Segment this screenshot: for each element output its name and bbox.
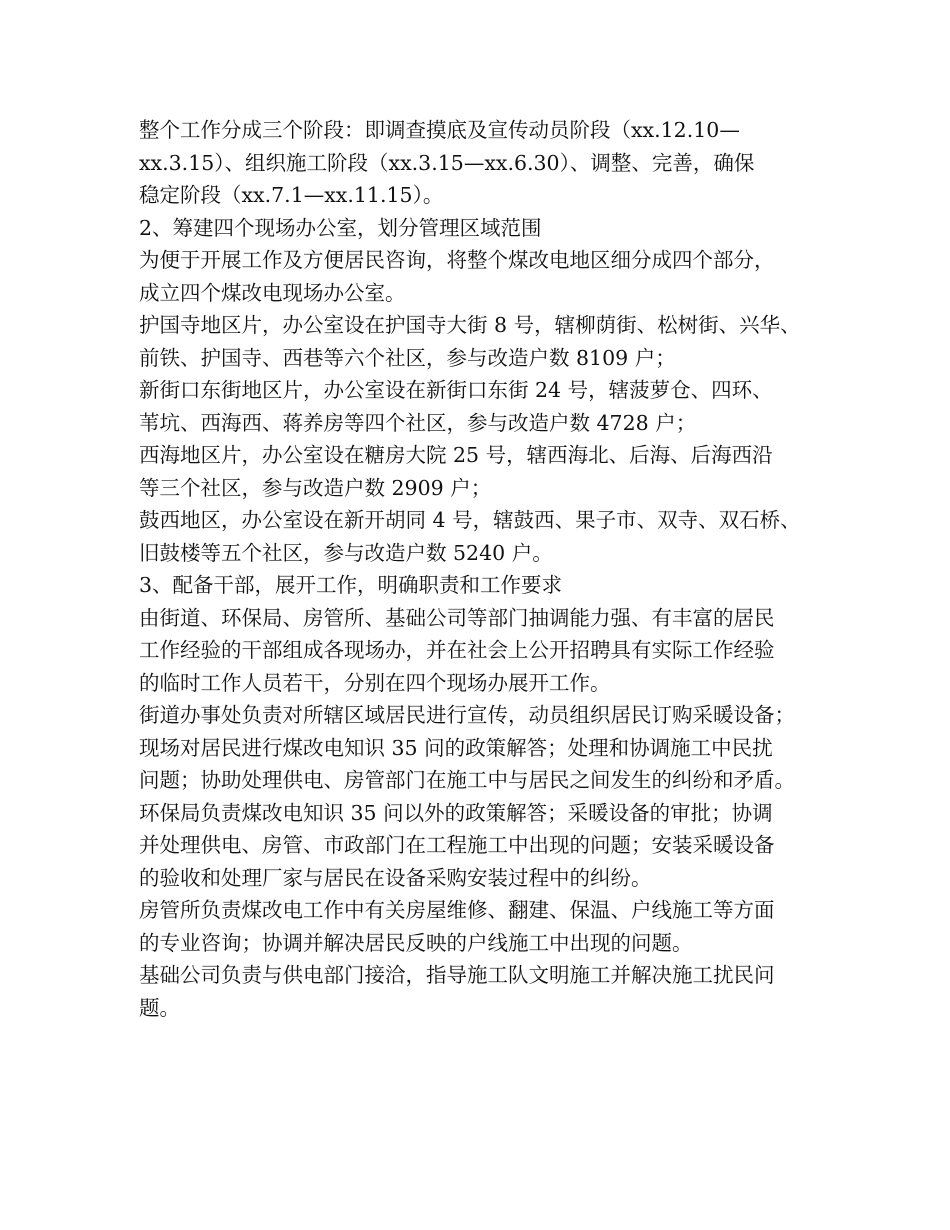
text-line: 由街道、环保局、房管所、基础公司等部门抽调能力强、有丰富的居民: [139, 605, 775, 630]
text-line: 护国寺地区片，办公室设在护国寺大街 8 号，辖柳荫街、松树街、兴华、: [139, 313, 801, 337]
text-line: 前铁、护国寺、西巷等六个社区，参与改造户数 8109 户；: [139, 345, 676, 370]
text-line: 苇坑、西海西、蒋养房等四个社区，参与改造户数 4728 户；: [139, 410, 697, 435]
text-line: 的临时工作人员若干，分别在四个现场办展开工作。: [139, 670, 611, 695]
text-line: 等三个社区，参与改造户数 2909 户；: [139, 475, 492, 500]
text-line: 西海地区片，办公室设在糖房大院 25 号，辖西海北、后海、后海西沿: [139, 443, 773, 467]
text-line: 的专业咨询；协调并解决居民反映的户线施工中出现的问题。: [139, 930, 693, 955]
text-line: 现场对居民进行煤改电知识 35 问的政策解答；处理和协调施工中民扰: [139, 735, 773, 760]
text-line: 题。: [139, 995, 180, 1020]
text-line: 问题；协助处理供电、房管部门在施工中与居民之间发生的纠纷和矛盾。: [139, 768, 795, 792]
text-line: 的验收和处理厂家与居民在设备采购安装过程中的纠纷。: [139, 865, 652, 890]
text-line: xx.3.15）、组织施工阶段（xx.3.15—xx.6.30）、调整、完善，确保: [139, 150, 755, 175]
document-body: [139, 114, 829, 1024]
text-line: 为便于开展工作及方便居民咨询，将整个煤改电地区细分成四个部分，: [139, 248, 775, 272]
text-line: 稳定阶段（xx.7.1—xx.11.15）。: [139, 183, 444, 207]
text-line: 旧鼓楼等五个社区，参与改造户数 5240 户。: [139, 540, 553, 565]
text-line: 成立四个煤改电现场办公室。: [139, 280, 406, 305]
text-line: 工作经验的干部组成各现场办，并在社会上公开招聘具有实际工作经验: [139, 638, 775, 662]
text-line: 并处理供电、房管、市政部门在工程施工中出现的问题；安装采暖设备: [139, 833, 775, 857]
section-heading: 3、配备干部，展开工作，明确职责和工作要求: [139, 573, 563, 597]
text-line: 基础公司负责与供电部门接洽，指导施工队文明施工并解决施工扰民问: [139, 963, 775, 987]
text-line: 新街口东街地区片，办公室设在新街口东街 24 号，辖菠萝仓、四环、: [139, 378, 773, 402]
text-line: 街道办事处负责对所辖区域居民进行宣传，动员组织居民订购采暖设备；: [139, 703, 795, 727]
text-line: 鼓西地区，办公室设在新开胡同 4 号，辖鼓西、果子市、双寺、双石桥、: [139, 508, 801, 532]
text-line: 房管所负责煤改电工作中有关房屋维修、翻建、保温、户线施工等方面: [139, 898, 775, 922]
text-line: 整个工作分成三个阶段：即调查摸底及宣传动员阶段（xx.12.10—: [139, 118, 740, 142]
text-line: 环保局负责煤改电知识 35 问以外的政策解答；采暖设备的审批；协调: [139, 800, 773, 825]
section-heading: 2、筹建四个现场办公室，划分管理区域范围: [139, 215, 542, 240]
